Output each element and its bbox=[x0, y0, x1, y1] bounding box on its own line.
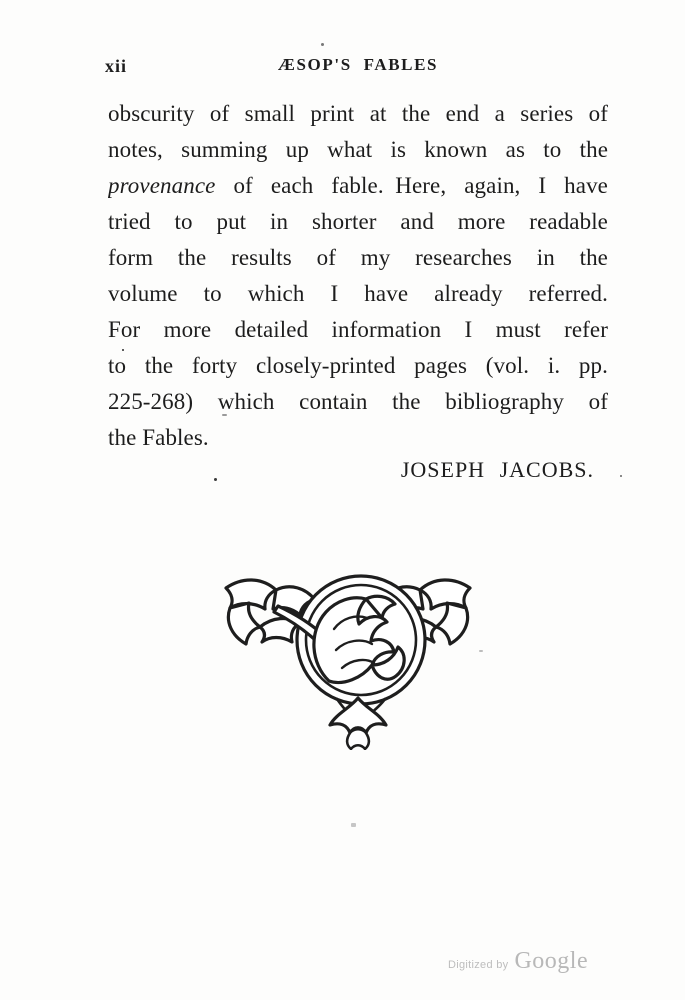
body-line bbox=[108, 168, 608, 204]
scan-speck bbox=[479, 650, 483, 652]
body-line: the Fables. bbox=[108, 425, 209, 450]
body-line: 225-268) which contain the bibliography of bbox=[108, 389, 608, 414]
watermark-prefix: Digitized by bbox=[448, 959, 509, 971]
leaf-cluster-right bbox=[420, 580, 470, 609]
body-line: obscurity of small print at the end a series of bbox=[108, 101, 608, 126]
body-line: notes, summing up what is known as to the bbox=[108, 137, 608, 162]
scan-speck bbox=[620, 475, 622, 477]
google-logo: Google bbox=[514, 948, 589, 974]
running-title: ÆSOP'S FABLES bbox=[277, 55, 439, 74]
scan-speck bbox=[222, 414, 227, 416]
digitized-by-google-watermark bbox=[448, 948, 588, 975]
body-line: form the results of my researches in the bbox=[108, 245, 608, 270]
preface-paragraph bbox=[108, 96, 608, 488]
italic-word: provenance bbox=[108, 173, 216, 198]
body-line: tried to put in shorter and more readable bbox=[108, 209, 608, 234]
scan-speck bbox=[214, 478, 217, 481]
scan-speck bbox=[351, 823, 356, 827]
page-number: xii bbox=[105, 56, 128, 76]
leaf-cluster-left bbox=[226, 580, 276, 609]
body-line-rest: of each fable. Here, again, I have bbox=[215, 173, 608, 198]
scan-speck bbox=[122, 349, 124, 351]
body-line: For more detailed information I must refer bbox=[108, 317, 608, 342]
body-line: to the forty closely-printed pages (vol. i. pp. bbox=[108, 353, 608, 378]
scan-speck bbox=[321, 43, 324, 46]
page-header bbox=[105, 55, 608, 81]
foliate-ornament bbox=[216, 566, 480, 750]
author-signature: JOSEPH JACOBS. bbox=[400, 457, 594, 482]
body-line: volume to which I have already referred. bbox=[108, 281, 608, 306]
